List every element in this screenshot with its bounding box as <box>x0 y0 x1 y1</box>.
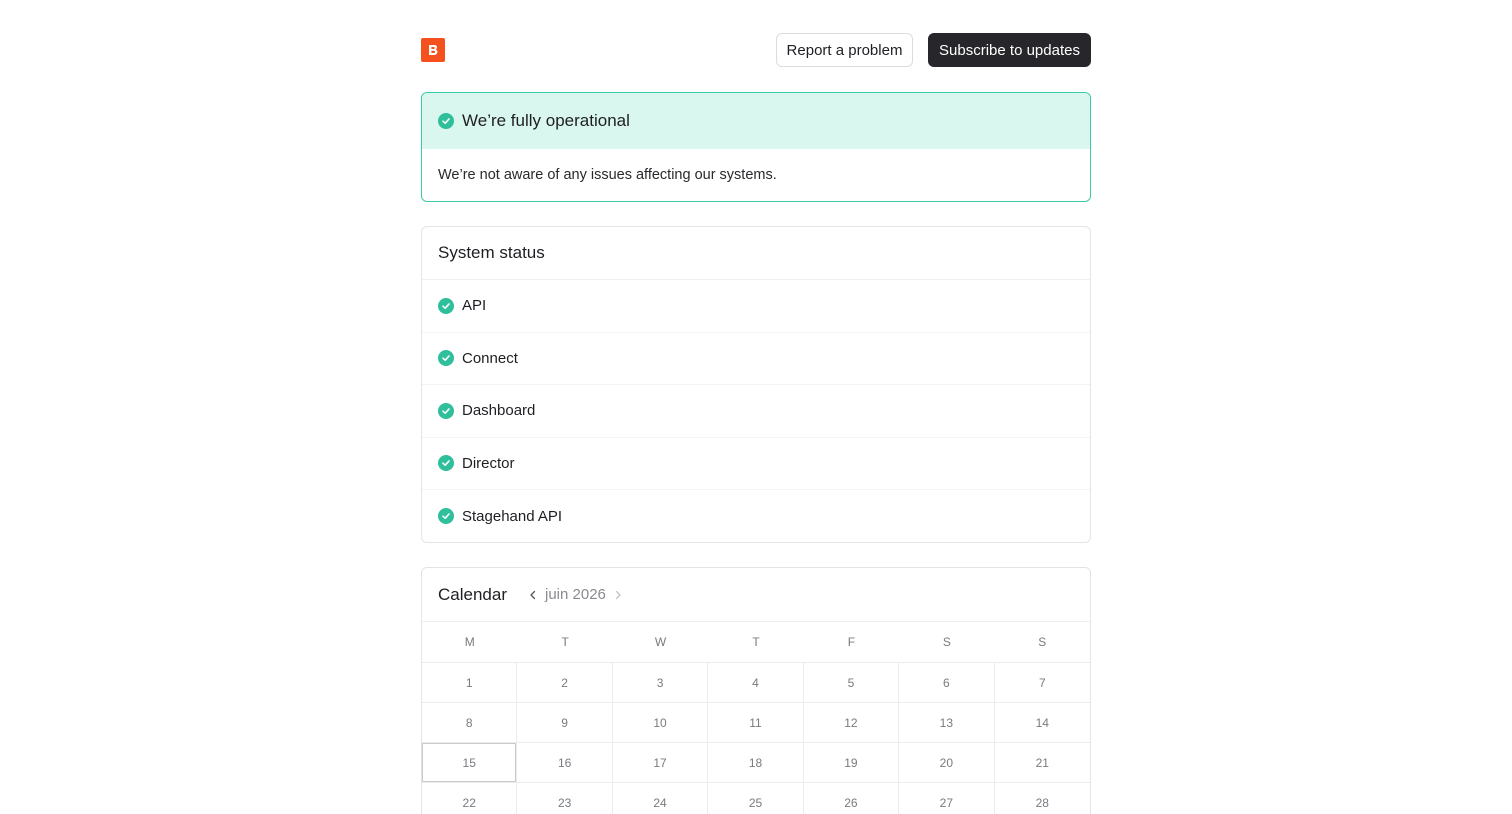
component-row-connect[interactable] <box>422 333 1090 386</box>
calendar-day[interactable]: 28 <box>995 782 1090 814</box>
calendar-day[interactable]: 11 <box>708 702 803 742</box>
weekday-label: S <box>942 635 951 649</box>
calendar-day[interactable]: 25 <box>708 782 803 814</box>
logo-b-icon <box>426 43 440 57</box>
calendar-day[interactable]: 16 <box>517 742 612 782</box>
system-status-card <box>421 226 1091 543</box>
banner-message: We’re not aware of any issues affecting our systems. <box>438 167 777 183</box>
check-circle-icon <box>438 403 454 419</box>
weekday-label: M <box>464 635 475 649</box>
calendar-title: Calendar <box>438 584 507 604</box>
banner-header <box>422 93 1090 149</box>
calendar-day[interactable]: 7 <box>995 662 1090 702</box>
component-name: Connect <box>462 349 518 367</box>
chevron-right-icon[interactable] <box>610 587 626 603</box>
weekday-label: S <box>1038 635 1047 649</box>
brand-logo[interactable] <box>421 38 445 62</box>
calendar-day[interactable]: 17 <box>613 742 708 782</box>
calendar-day[interactable]: 12 <box>804 702 899 742</box>
calendar-day[interactable]: 5 <box>804 662 899 702</box>
main-container <box>421 0 1091 810</box>
component-name: Stagehand API <box>462 507 563 525</box>
calendar-day[interactable]: 23 <box>517 782 612 814</box>
header <box>421 0 1091 92</box>
month-navigator <box>525 586 626 603</box>
check-circle-icon <box>438 455 454 471</box>
calendar-grid <box>422 662 1090 814</box>
subscribe-button[interactable]: Subscribe to updates <box>928 33 1091 67</box>
calendar-card <box>421 567 1091 814</box>
component-row-api[interactable] <box>422 280 1090 333</box>
operational-banner <box>421 92 1091 202</box>
weekday-label: F <box>847 635 856 649</box>
system-status-header <box>422 227 1090 280</box>
calendar-day[interactable]: 22 <box>422 782 517 814</box>
weekday-label: T <box>752 635 760 649</box>
chevron-left-icon[interactable] <box>525 587 541 603</box>
calendar-day[interactable]: 14 <box>995 702 1090 742</box>
weekday-label: T <box>561 635 569 649</box>
calendar-header <box>422 568 1090 622</box>
weekday-header <box>422 622 1090 662</box>
component-name: API <box>462 297 487 315</box>
calendar-day[interactable]: 6 <box>899 662 994 702</box>
banner-title: We’re fully operational <box>462 111 630 130</box>
calendar-day[interactable]: 10 <box>613 702 708 742</box>
calendar-day[interactable]: 8 <box>422 702 517 742</box>
month-label: juin 2026 <box>545 586 606 603</box>
component-row-director[interactable] <box>422 438 1090 491</box>
calendar-day[interactable]: 13 <box>899 702 994 742</box>
calendar-day[interactable]: 19 <box>804 742 899 782</box>
component-row-stagehand-api[interactable] <box>422 490 1090 543</box>
component-row-dashboard[interactable] <box>422 385 1090 438</box>
report-problem-button[interactable]: Report a problem <box>776 33 913 67</box>
check-circle-icon <box>438 113 454 129</box>
component-name: Dashboard <box>462 402 536 420</box>
system-status-title: System status <box>438 243 545 262</box>
component-name: Director <box>462 454 515 472</box>
calendar-day[interactable]: 2 <box>517 662 612 702</box>
calendar-day[interactable]: 24 <box>613 782 708 814</box>
calendar-day[interactable]: 15 <box>422 742 517 782</box>
calendar-day[interactable]: 4 <box>708 662 803 702</box>
calendar-day[interactable]: 9 <box>517 702 612 742</box>
calendar-day[interactable]: 26 <box>804 782 899 814</box>
calendar-day[interactable]: 3 <box>613 662 708 702</box>
calendar-day[interactable]: 18 <box>708 742 803 782</box>
calendar-day[interactable]: 1 <box>422 662 517 702</box>
check-circle-icon <box>438 508 454 524</box>
check-circle-icon <box>438 298 454 314</box>
calendar-day[interactable]: 20 <box>899 742 994 782</box>
check-circle-icon <box>438 350 454 366</box>
weekday-label: W <box>654 635 667 649</box>
calendar-day[interactable]: 27 <box>899 782 994 814</box>
calendar-day[interactable]: 21 <box>995 742 1090 782</box>
